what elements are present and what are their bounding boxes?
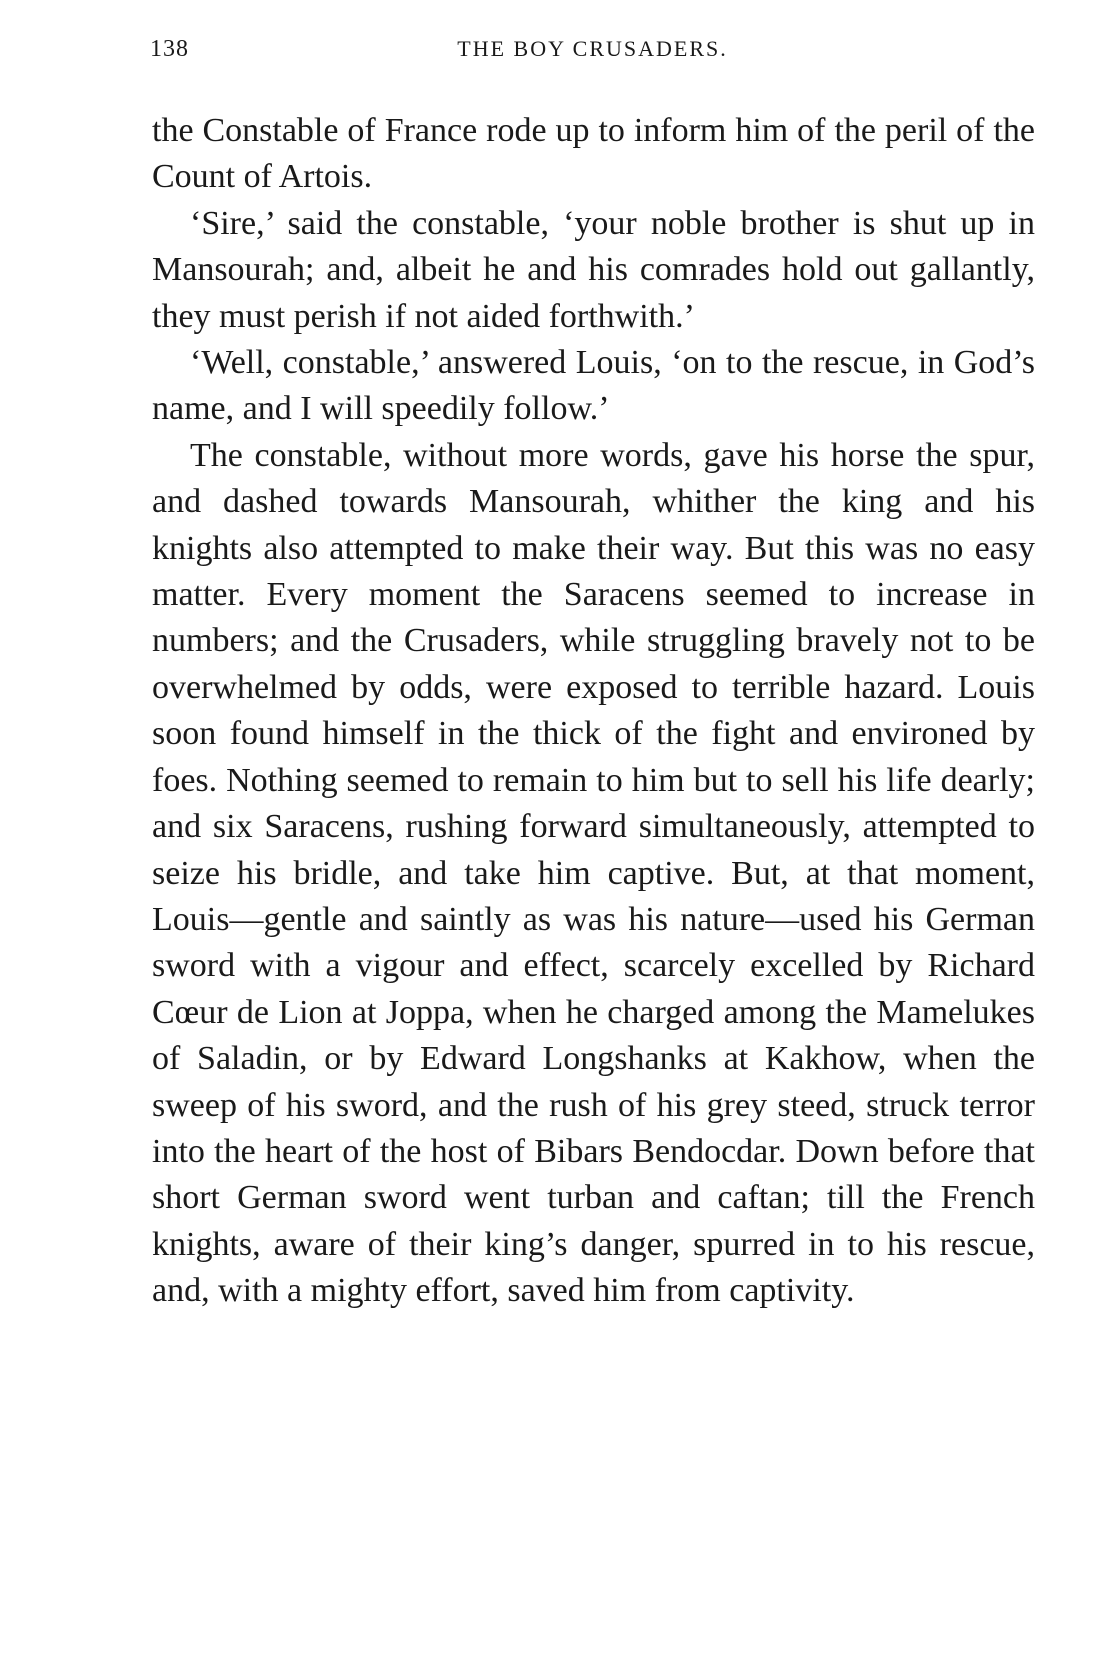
page-number: 138	[150, 36, 189, 62]
paragraph-louis-reply: ‘Well, constable,’ answered Louis, ‘on to the rescue, in God’s name, and I will speedily follow.’	[152, 344, 1035, 428]
running-head	[150, 36, 1035, 76]
body-text	[152, 108, 1035, 1315]
running-title: THE BOY CRUSADERS.	[457, 36, 728, 61]
paragraph-battle: The constable, without more words, gave his horse the spur, and dashed towards Mansourah, whither the king and his knights also attempted to make their way. But this was no easy matter. Every moment the Saracens seemed to increase in numbers; and the Crusaders, while struggling bravely not to be overwhelmed by odds, were exposed to terrible hazard. Louis soon found himself in the thick of the fight and environed by foes. Nothing seemed to remain to him but to sell his life dearly; and six Saracens, rushing forward simultaneously, attempted to seize his bridle, and take him captive. But, at that moment, Louis—gentle and saintly as was his nature—used his German sword with a vigour and effect, scarcely excelled by Richard Cœur de Lion at Joppa, when he charged among the Mamelukes of Saladin, or by Edward Longshanks at Kakhow, when the sweep of his sword, and the rush of his grey steed, struck terror into the heart of the host of Bibars Bendocdar. Down before that short German sword went turban and caftan; till the French knights, aware of their king’s danger, spurred in to his rescue, and, with a mighty effort, saved him from captivity.	[152, 436, 1035, 1310]
paragraph-continuation: the Constable of France rode up to inform him of the peril of the Count of Artois.	[152, 112, 1035, 196]
paragraph-sire-dialogue: ‘Sire,’ said the constable, ‘your noble brother is shut up in Mansourah; and, albeit he and his comrades hold out gallantly, they must perish if not aided forthwith.’	[152, 204, 1035, 335]
